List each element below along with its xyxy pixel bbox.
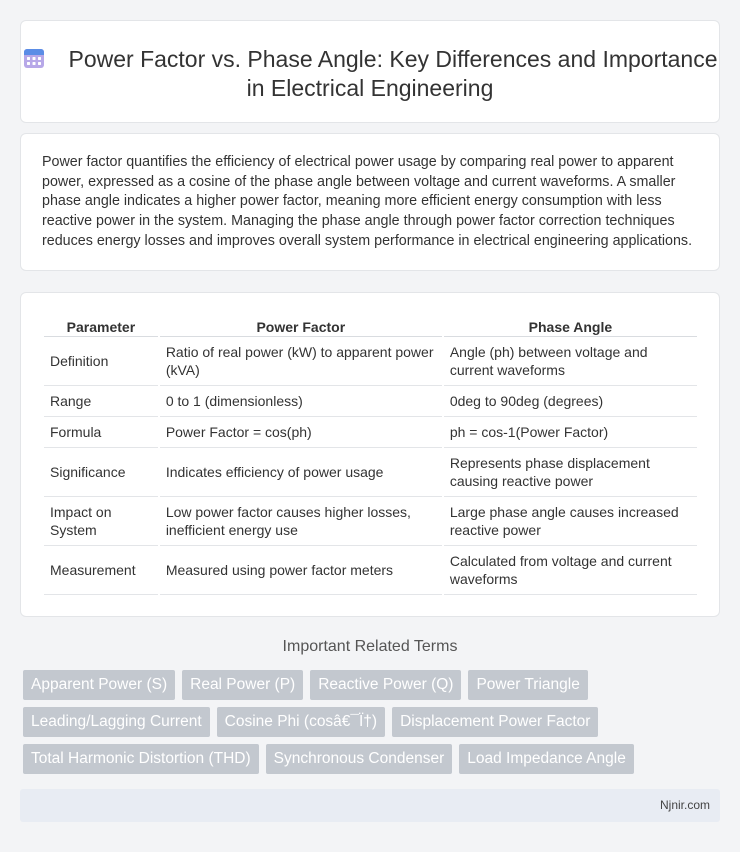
- table-cell: Range: [44, 386, 158, 417]
- table-row: [44, 417, 697, 448]
- table-header-row: [44, 315, 697, 337]
- related-terms-heading: Important Related Terms: [282, 638, 458, 655]
- term-tag[interactable]: Power Triangle: [468, 670, 587, 700]
- table-cell: Represents phase displacement causing reactive power: [444, 448, 697, 497]
- table-cell: Power Factor = cos(ph): [160, 417, 442, 448]
- table-cell: Angle (ph) between voltage and current waveforms: [444, 337, 697, 386]
- table-row: [44, 386, 697, 417]
- table-cell: Formula: [44, 417, 158, 448]
- table-cell: Impact on System: [44, 497, 158, 546]
- table-cell: Significance: [44, 448, 158, 497]
- term-row: [23, 744, 723, 774]
- table-cell: ph = cos-1(Power Factor): [444, 417, 697, 448]
- term-row: [23, 670, 723, 700]
- footer-site-link[interactable]: Njnir.com: [659, 798, 710, 812]
- table-cell: Low power factor causes higher losses, inefficient energy use: [160, 497, 442, 546]
- column-header: Phase Angle: [444, 315, 697, 337]
- term-tag[interactable]: Leading/Lagging Current: [23, 707, 210, 737]
- term-row: [23, 707, 723, 737]
- table-row: [44, 337, 697, 386]
- comparison-table: [42, 315, 699, 595]
- page-title-block: [21, 45, 719, 103]
- table-cell: Definition: [44, 337, 158, 386]
- term-tag[interactable]: Load Impedance Angle: [459, 744, 634, 774]
- table-cell: Large phase angle causes increased reactive power: [444, 497, 697, 546]
- table-cell: Indicates efficiency of power usage: [160, 448, 442, 497]
- table-cell: 0deg to 90deg (degrees): [444, 386, 697, 417]
- page-title: Power Factor vs. Phase Angle: Key Differences and Importance in Electrical Engineering: [68, 46, 718, 101]
- title-card: [20, 20, 720, 123]
- column-header: Parameter: [44, 315, 158, 337]
- table-cell: Ratio of real power (kW) to apparent power (kVA): [160, 337, 442, 386]
- intro-paragraph: Power factor quantifies the efficiency of electrical power usage by comparing real power to apparent power, expressed as a cosine of the phase angle between voltage and current waveforms. A smaller phase angle indicates a higher power factor, meaning more efficient energy consumption with less reactive power in the system. Managing the phase angle through power factor correction techniques reduces energy losses and improves overall system performance in electrical engineering applications.: [42, 154, 693, 249]
- term-tag[interactable]: Cosine Phi (cosâ€¯Ï†): [217, 707, 385, 737]
- comparison-card: [20, 292, 720, 617]
- term-tag[interactable]: Apparent Power (S): [23, 670, 175, 700]
- table-cell: Measurement: [44, 546, 158, 595]
- calendar-icon: [22, 46, 46, 70]
- table-cell: 0 to 1 (dimensionless): [160, 386, 442, 417]
- table-row: [44, 497, 697, 546]
- intro-card: [20, 133, 720, 271]
- column-header: Power Factor: [160, 315, 442, 337]
- term-tag[interactable]: Total Harmonic Distortion (THD): [23, 744, 259, 774]
- footer: [20, 789, 720, 822]
- term-tag[interactable]: Real Power (P): [182, 670, 303, 700]
- table-row: [44, 448, 697, 497]
- table-cell: Measured using power factor meters: [160, 546, 442, 595]
- table-row: [44, 546, 697, 595]
- term-tag[interactable]: Reactive Power (Q): [310, 670, 461, 700]
- term-tag[interactable]: Synchronous Condenser: [266, 744, 453, 774]
- table-cell: Calculated from voltage and current waveforms: [444, 546, 697, 595]
- term-tag[interactable]: Displacement Power Factor: [392, 707, 598, 737]
- related-terms: [23, 670, 723, 781]
